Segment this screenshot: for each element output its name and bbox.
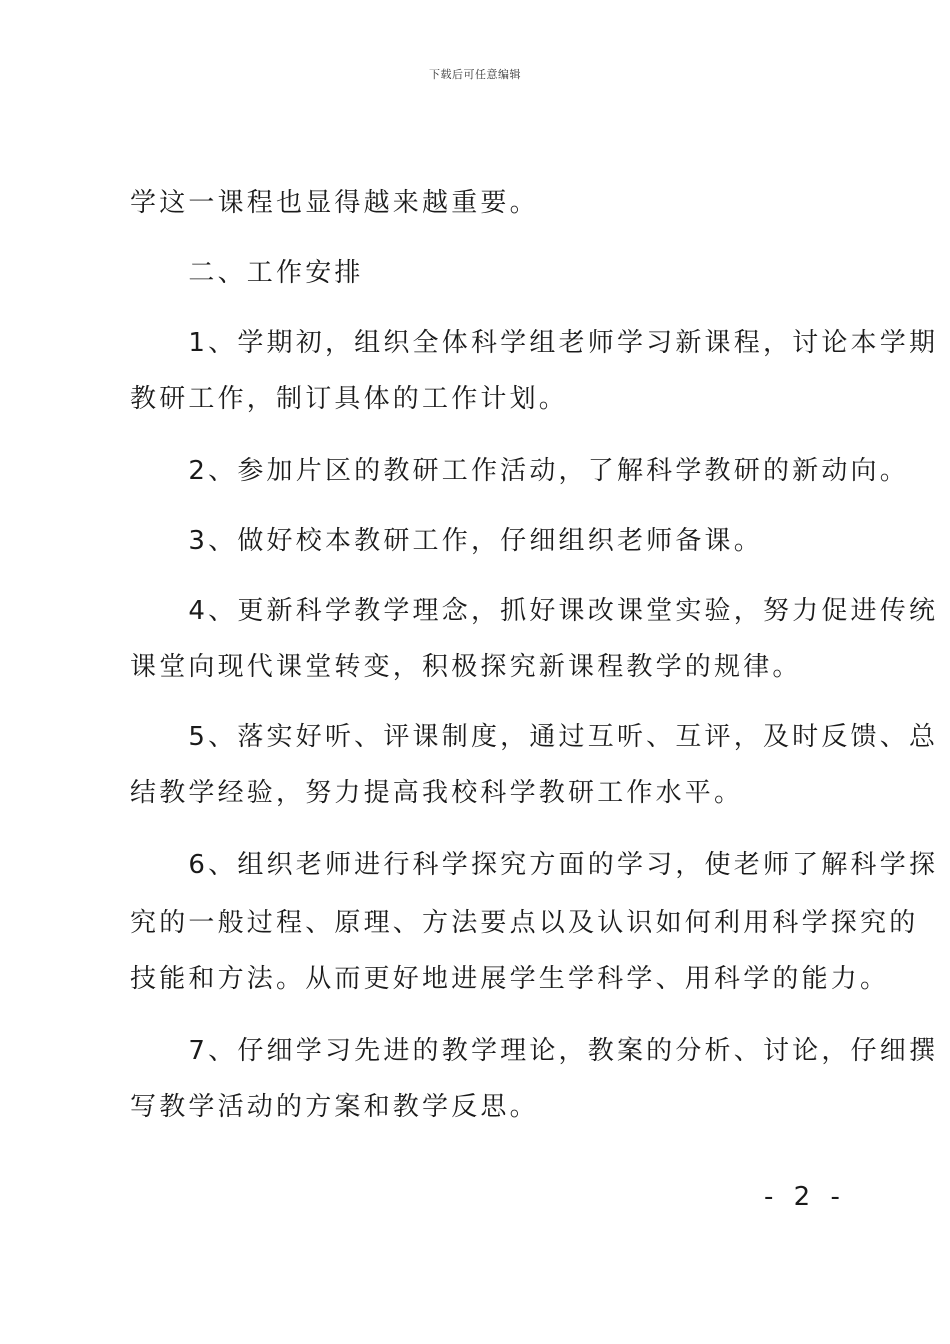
body-line: 1、学期初，组织全体科学组老师学习新课程，讨论本学期 [130, 328, 939, 358]
body-line: 究的一般过程、原理、方法要点以及认识如何利用科学探究的 [130, 908, 919, 938]
body-line: 5、落实好听、评课制度，通过互听、互评，及时反馈、总 [130, 722, 939, 752]
body-line: 写教学活动的方案和教学反思。 [130, 1092, 539, 1122]
body-line: 技能和方法。从而更好地进展学生学科学、用科学的能力。 [130, 964, 890, 994]
section-heading: 二、工作安排 [130, 258, 364, 288]
header-note: 下载后可任意编辑 [429, 68, 521, 81]
body-line: 结教学经验，努力提高我校科学教研工作水平。 [130, 778, 744, 808]
body-line: 4、更新科学教学理念，抓好课改课堂实验，努力促进传统 [130, 596, 939, 626]
body-line: 学这一课程也显得越来越重要。 [130, 188, 539, 218]
body-line: 3、做好校本教研工作，仔细组织老师备课。 [130, 526, 763, 556]
page-number: - 2 - [764, 1182, 846, 1212]
body-line: 课堂向现代课堂转变，积极探究新课程教学的规律。 [130, 652, 802, 682]
body-line: 教研工作，制订具体的工作计划。 [130, 384, 569, 414]
body-line: 6、组织老师进行科学探究方面的学习，使老师了解科学探 [130, 850, 939, 880]
body-line: 2、参加片区的教研工作活动，了解科学教研的新动向。 [130, 456, 909, 486]
body-line: 7、仔细学习先进的教学理论，教案的分析、讨论，仔细撰 [130, 1036, 939, 1066]
